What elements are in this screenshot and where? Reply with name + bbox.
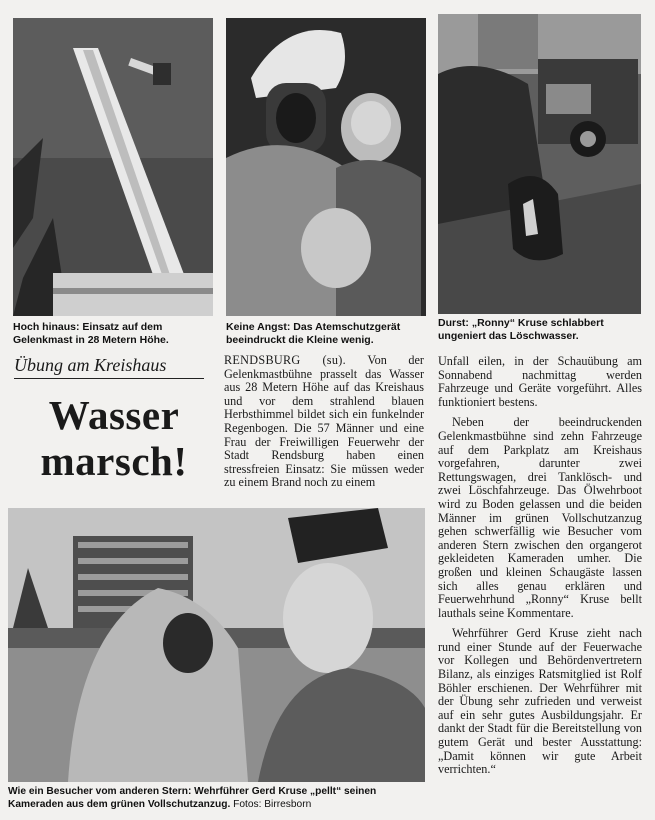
article-column-2 — [224, 354, 424, 490]
article-headline — [14, 392, 214, 484]
breathing-mask-photo-caption: Keine Angst: Das Atemschutzgerät beeindruckt die Kleine wenig. — [226, 321, 401, 346]
headline-line-1: Wasser — [48, 392, 180, 438]
article-dateline: RENDSBURG (su). — [224, 353, 346, 367]
article-column-3 — [438, 355, 642, 777]
headline-line-2: marsch! — [40, 438, 188, 484]
article-paragraph: Unfall eilen, in der Schauübung am Sonnabend nachmittag werden Fahrzeuge und Geräte vorgeführt. Alles funktioniert bestens. — [438, 354, 642, 409]
suit-caption-text: Wie ein Besucher vom anderen Stern: Wehrführer Gerd Kruse „pellt“ seinen Kameraden aus dem grünen Vollschutzanzug. — [8, 786, 377, 810]
article-paragraph — [224, 354, 424, 490]
dog-fire-truck-icon — [438, 14, 641, 314]
firefighter-child-icon — [226, 18, 426, 316]
article-paragraph: Neben der beeindruckenden Gelenkmastbühne sind zehn Fahrzeuge auf dem Parkplatz am Kreishaus vorgefahren, darunter zwei Rettungswagen, drei Tanklösch- und zwei Löschfahrzeuge. Das Ölwehrboot wird zu Boden gelassen und die beiden Männer im grünen Vollschutzanzug gehen schwerfällig wie Besucher vom anderen Stern zwischen den organgerot gekleideten Kameraden umher. Die großen und kleinen Schaugäste lassen sich alles genau erklären und Feuerwehrhund „Ronny“ Kruse bellt lauthals seine Kommentare. — [438, 415, 642, 620]
ladder-crane-icon — [13, 18, 213, 316]
article-kicker: Übung am Kreishaus — [14, 354, 204, 379]
protective-suit-icon — [8, 508, 425, 782]
article-paragraph-text: Von der Gelenkmastbühne prasselt das Wasser aus 28 Metern Höhe auf das Kreishaus und vor dem strahlend blauen Herbsthimmel bildet sich ein funkelnder Regenbogen. Die 57 Männer und eine Frau der Freiwilligen Feuerwehr der Stadt Rendsburg haben einen stressfreien Einsatz: Sie müssen weder zu einem Brand noch zu einem — [224, 353, 424, 490]
article-paragraph: Wehrführer Gerd Kruse zieht nach rund einer Stunde auf der Feuerwache vor Kollegen und Behördenvertretern Bilanz, als einziges Ratsmitglied ist Rolf Böhler erschienen. Der Wehrführer mit der Übung sehr zufrieden und verweist auf ein sehr gutes Ausbildungsjahr. Er dankt der Stadt für die Bereitstellung von gutem Gerät und bester Ausstattung: „Damit können wir gute Arbeit verrichten.“ — [438, 626, 642, 777]
crane-photo-caption: Hoch hinaus: Einsatz auf dem Gelenkmast in 28 Metern Höhe. — [13, 321, 169, 346]
photo-credit: Fotos: Birresborn — [233, 798, 312, 810]
protective-suit-photo — [8, 508, 425, 782]
dog-photo — [438, 14, 641, 314]
breathing-mask-photo — [226, 18, 426, 316]
protective-suit-photo-caption — [8, 786, 426, 811]
dog-photo-caption: Durst: „Ronny“ Kruse schlabbert ungeniert das Löschwasser. — [438, 317, 604, 342]
crane-photo — [13, 18, 213, 316]
